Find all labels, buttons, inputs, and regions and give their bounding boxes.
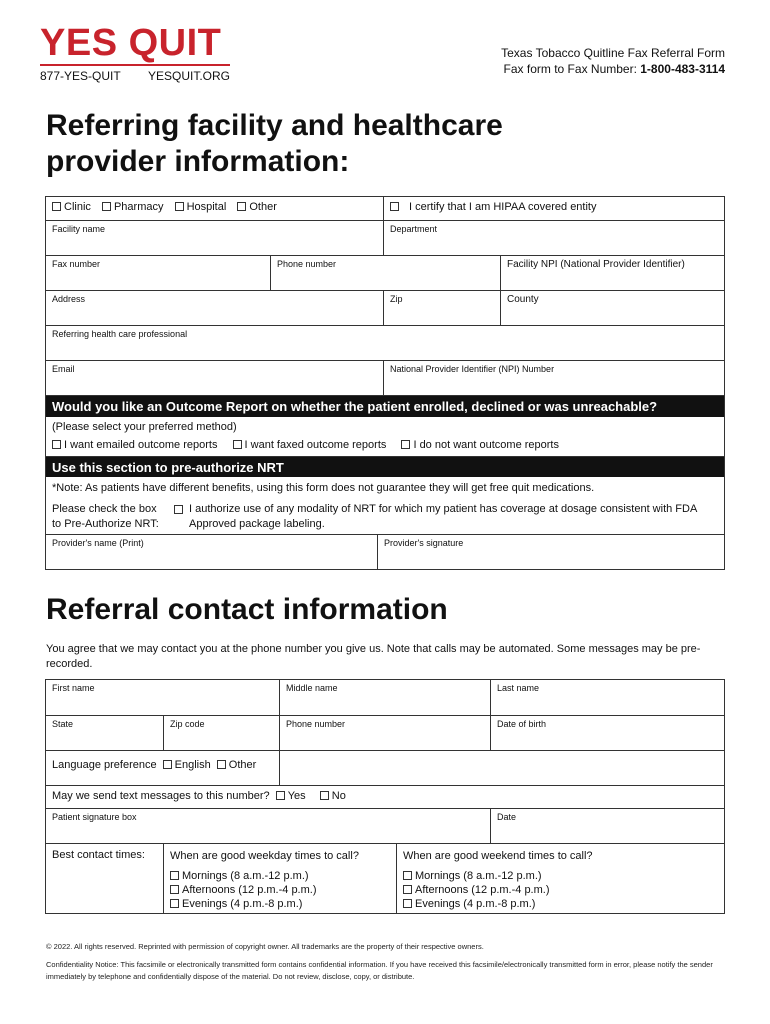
- no-reports-checkbox[interactable]: [401, 440, 410, 449]
- facility-name-field[interactable]: Facility name: [52, 224, 106, 234]
- facility-type-cell: [46, 197, 383, 220]
- option-emailed-reports[interactable]: I want emailed outcome reports: [52, 439, 217, 451]
- text-yes-checkbox[interactable]: [276, 791, 285, 800]
- provider-signature-field[interactable]: Provider's signature: [377, 535, 724, 569]
- nrt-authorize-option[interactable]: [174, 502, 718, 532]
- option-clinic[interactable]: Clinic: [52, 201, 91, 213]
- weekday-mornings-option[interactable]: Mornings (8 a.m.-12 p.m.): [170, 869, 390, 883]
- contact-phone-field[interactable]: Phone number: [279, 716, 490, 750]
- logo-site: YESQUIT.ORG: [147, 69, 230, 83]
- nrt-authorize-text2: Approved package labeling.: [189, 518, 325, 530]
- logo-rule: [40, 64, 230, 66]
- department-field[interactable]: Department: [383, 221, 724, 255]
- option-faxed-reports[interactable]: I want faxed outcome reports: [233, 439, 387, 451]
- weekday-evenings-option[interactable]: Evenings (4 p.m.-8 p.m.): [170, 897, 390, 911]
- middle-name-field[interactable]: Middle name: [279, 680, 490, 715]
- address-row: [46, 290, 724, 325]
- hipaa-cell[interactable]: [383, 197, 724, 220]
- option-no-reports[interactable]: I do not want outcome reports: [401, 439, 559, 451]
- state-field[interactable]: State: [52, 719, 74, 729]
- option-text-no[interactable]: No: [317, 790, 346, 802]
- weekend-afternoons-checkbox[interactable]: [403, 885, 412, 894]
- email-field[interactable]: Email: [52, 364, 75, 374]
- copyright-notice: © 2022. All rights reserved. Reprinted with permission of copyright owner. All trademarks are the property of their respective owners.: [46, 942, 484, 951]
- option-hospital[interactable]: Hospital: [175, 201, 227, 213]
- provider-row: [46, 534, 724, 569]
- email-row: [46, 360, 724, 395]
- logo-phone: 877-YES-QUIT: [40, 69, 121, 83]
- fax-line: [501, 61, 725, 77]
- state-row: [46, 715, 724, 750]
- nrt-authorize-block: [46, 499, 724, 534]
- nrt-authorize-checkbox[interactable]: [174, 505, 183, 514]
- nrt-check-label: Please check the box to Pre-Authorize NRT:: [52, 503, 159, 530]
- address-field[interactable]: Address: [52, 294, 86, 304]
- form-header: [501, 45, 725, 77]
- referring-professional-field[interactable]: Referring health care professional: [52, 329, 188, 339]
- npi-number-field[interactable]: National Provider Identifier (NPI) Number: [383, 361, 724, 395]
- option-pharmacy[interactable]: Pharmacy: [102, 201, 164, 213]
- facility-npi-field[interactable]: Facility NPI (National Provider Identifier): [500, 256, 724, 290]
- logo-subline: [40, 69, 230, 83]
- last-name-field[interactable]: Last name: [490, 680, 724, 715]
- signature-row: [46, 808, 724, 843]
- form-title: Texas Tobacco Quitline Fax Referral Form: [501, 46, 725, 60]
- weekend-afternoons-option[interactable]: Afternoons (12 p.m.-4 p.m.): [403, 883, 718, 897]
- weekend-evenings-checkbox[interactable]: [403, 899, 412, 908]
- fax-phone-row: [46, 255, 724, 290]
- text-question: May we send text messages to this number?: [52, 790, 270, 802]
- weekday-afternoons-option[interactable]: Afternoons (12 p.m.-4 p.m.): [170, 883, 390, 897]
- hipaa-label: I certify that I am HIPAA covered entity: [409, 201, 597, 213]
- weekend-question: When are good weekend times to call?: [403, 850, 593, 862]
- english-checkbox[interactable]: [163, 760, 172, 769]
- faxed-reports-checkbox[interactable]: [233, 440, 242, 449]
- text-permission-cell: [46, 786, 724, 808]
- weekend-mornings-option[interactable]: Mornings (8 a.m.-12 p.m.): [403, 869, 718, 883]
- best-times-label: Best contact times:: [52, 849, 145, 861]
- county-field[interactable]: County: [500, 291, 724, 325]
- patient-signature-field[interactable]: Patient signature box: [52, 812, 137, 822]
- text-row: [46, 785, 724, 808]
- language-label: Language preference: [52, 759, 157, 771]
- outcome-hint: (Please select your preferred method): [52, 421, 237, 433]
- option-language-other[interactable]: Other: [214, 759, 257, 771]
- zip-code-field[interactable]: Zip code: [163, 716, 279, 750]
- dob-field[interactable]: Date of birth: [490, 716, 724, 750]
- contact-form: [45, 679, 725, 914]
- nrt-bar: Use this section to pre-authorize NRT: [46, 456, 724, 477]
- weekday-times-cell: [163, 844, 396, 913]
- language-other-field[interactable]: [279, 751, 724, 785]
- provider-name-field[interactable]: Provider's name (Print): [52, 538, 144, 548]
- provider-form: [45, 196, 725, 570]
- weekday-afternoons-checkbox[interactable]: [170, 885, 179, 894]
- section2-intro: You agree that we may contact you at the phone number you give us. Note that calls may be automated. Some messages may be pre-recorded.: [46, 643, 701, 670]
- other-checkbox[interactable]: [237, 202, 246, 211]
- contact-times-row: [46, 843, 724, 913]
- section1-title: [46, 108, 503, 180]
- outcome-options: [46, 438, 724, 456]
- language-other-checkbox[interactable]: [217, 760, 226, 769]
- weekend-evenings-option[interactable]: Evenings (4 p.m.-8 p.m.): [403, 897, 718, 911]
- language-cell: [46, 751, 279, 785]
- weekday-evenings-checkbox[interactable]: [170, 899, 179, 908]
- emailed-reports-checkbox[interactable]: [52, 440, 61, 449]
- option-other[interactable]: Other: [237, 201, 277, 213]
- language-row: [46, 750, 724, 785]
- option-english[interactable]: English: [160, 759, 211, 771]
- phone-number-field[interactable]: Phone number: [270, 256, 500, 290]
- name-row: [46, 680, 724, 715]
- section2-title: Referral contact information: [46, 593, 448, 626]
- weekday-mornings-checkbox[interactable]: [170, 871, 179, 880]
- weekday-question: When are good weekday times to call?: [170, 850, 359, 862]
- zip-field[interactable]: Zip: [383, 291, 500, 325]
- clinic-checkbox[interactable]: [52, 202, 61, 211]
- first-name-field[interactable]: First name: [52, 683, 95, 693]
- pharmacy-checkbox[interactable]: [102, 202, 111, 211]
- section1-title-line1: Referring facility and healthcare: [46, 109, 503, 142]
- weekend-times-cell: [396, 844, 724, 913]
- yes-quit-logo: [40, 24, 235, 83]
- facility-row: [46, 220, 724, 255]
- hospital-checkbox[interactable]: [175, 202, 184, 211]
- text-no-checkbox[interactable]: [320, 791, 329, 800]
- weekend-mornings-checkbox[interactable]: [403, 871, 412, 880]
- logo-title: YES QUIT: [40, 22, 222, 64]
- nrt-note: *Note: As patients have different benefits, using this form does not guarantee they will get free quit medications.: [52, 482, 595, 494]
- professional-row: [46, 325, 724, 360]
- section1-title-line2: provider information:: [46, 145, 350, 178]
- signature-date-field[interactable]: Date: [490, 809, 724, 843]
- fax-number-field[interactable]: Fax number: [52, 259, 101, 269]
- hipaa-checkbox[interactable]: [390, 202, 399, 211]
- fax-prefix: Fax form to Fax Number:: [503, 62, 641, 76]
- confidentiality-notice: Confidentiality Notice: This facsimile or electronically transmitted form contains confidential information. If you have received this facsimile/electronically transmitted form in error, please notify the sender immediately by telephone and confidentially dispose of the material. Do not review, disclose, copy, or distribute.: [46, 960, 713, 981]
- outcome-report-bar: Would you like an Outcome Report on whether the patient enrolled, declined or was unreachable?: [46, 395, 724, 417]
- facility-type-row: [46, 197, 724, 220]
- nrt-authorize-text: I authorize use of any modality of NRT for which my patient has coverage at dosage consistent with FDA: [189, 503, 698, 515]
- option-text-yes[interactable]: Yes: [273, 790, 306, 802]
- fax-number: 1-800-483-3114: [640, 62, 725, 76]
